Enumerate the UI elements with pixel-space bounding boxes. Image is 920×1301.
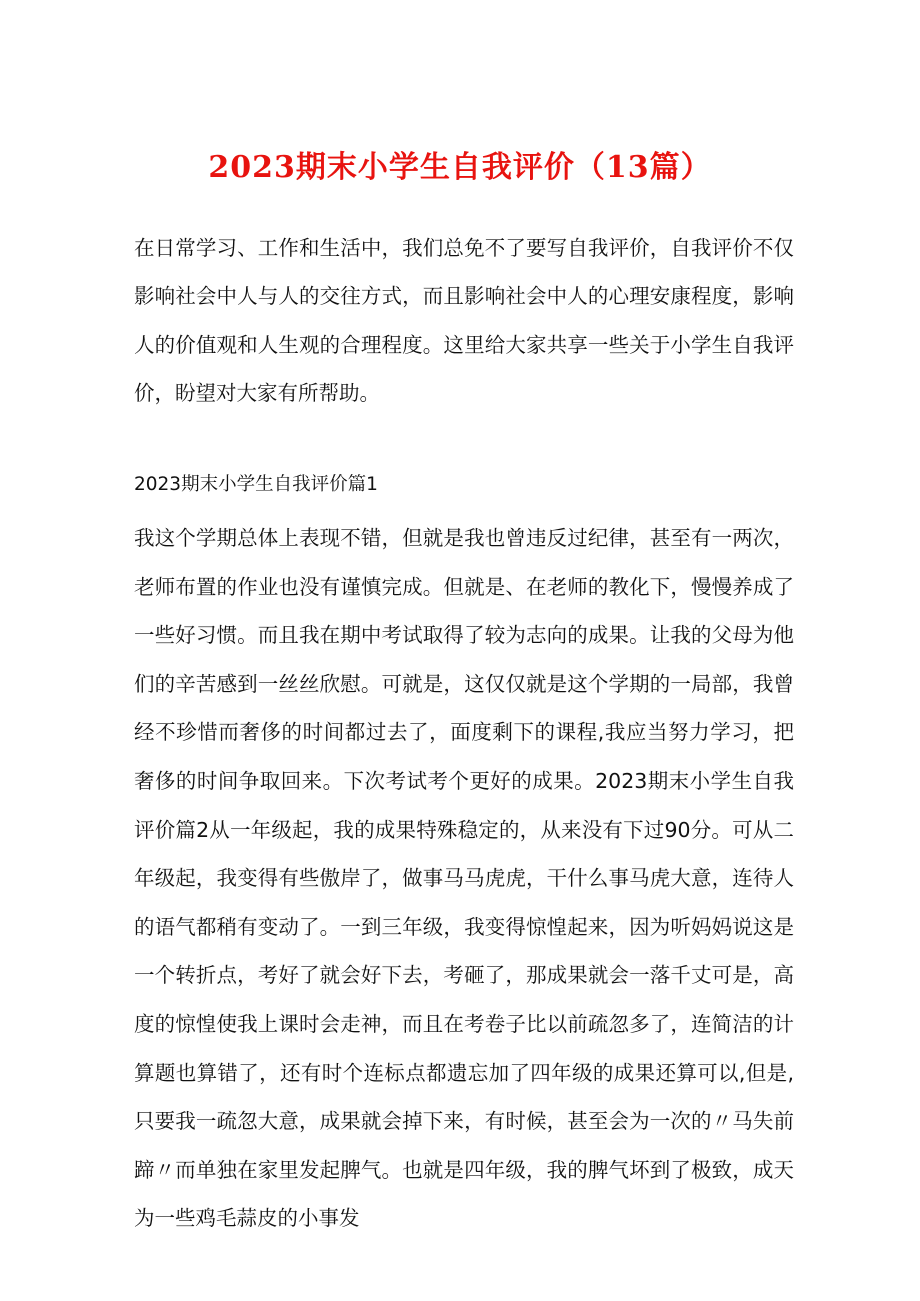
intro-paragraph: 在日常学习、工作和生活中，我们总免不了要写自我评价，自我评价不仅影响社会中人与人的交往方式，而且影响社会中人的心理安康程度，影响人的价值观和人生观的合理程度。这里给大家共享一些关于小学生自我评价，盼望对大家有所帮助。 (134, 236, 794, 406)
body-paragraph: 我这个学期总体上表现不错，但就是我也曾违反过纪律，甚至有一两次，老师布置的作业也没有谨慎完成。但就是、在老师的教化下，慢慢养成了一些好习惯。而且我在期中考试取得了较为志向的成果。让我的父母为他们的辛苦感到一丝丝欣慰。可就是，这仅仅就是这个学期的一局部，我曾经不珍惜而奢侈的时间都过去了，面度剩下的课程,我应当努力学习，把奢侈的时间争取回来。下次考试考个更好的成果。2023期末小学生自我评价篇2从一年级起，我的成果特殊稳定的，从来没有下过90分。可从二年级起，我变得有些傲岸了，做事马马虎虎，干什么事马虎大意，连待人的语气都稍有变动了。一到三年级，我变得惊惶起来，因为听妈妈说这是一个转折点，考好了就会好下去，考砸了，那成果就会一落千丈可是，高度的惊惶使我上课时会走神，而且在考卷子比以前疏忽多了，连简洁的计算题也算错了，还有时个连标点都遗忘加了四年级的成果还算可以,但是,只要我一疏忽大意，成果就会掉下来，有时候，甚至会为一次的〃马失前蹄〃而单独在家里发起脾气。也就是四年级，我的脾气坏到了极致，成天为一些鸡毛蒜皮的小事发 (134, 526, 794, 1231)
section-heading: 2023期末小学生自我评价篇1 (134, 474, 378, 495)
document-title: 2023期末小学生自我评价（13篇） (208, 150, 712, 185)
